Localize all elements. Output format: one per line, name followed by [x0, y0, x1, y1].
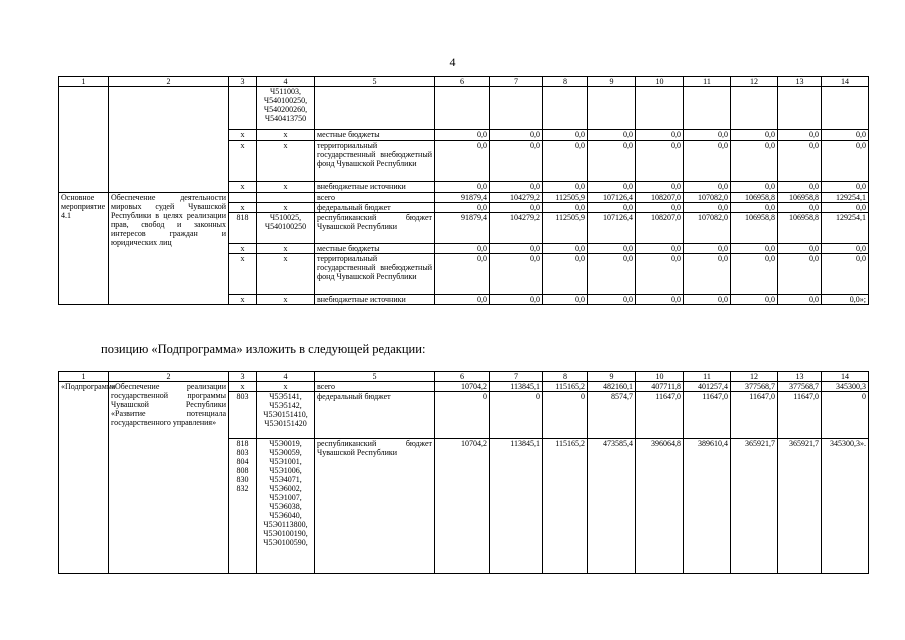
value-cell: 0,0 — [588, 182, 636, 193]
column-number: 8 — [543, 77, 588, 87]
code-cell: Ч5Э5141, Ч5Э5142, Ч5Э0151410, Ч5Э0151420 — [257, 392, 315, 439]
activity-description: Обеспечение деятельности мировых судей Чувашской Республики в целях реализации прав, свобод и законных интересов граждан и юридических лиц — [109, 193, 229, 305]
empty-cell — [109, 87, 229, 193]
column-number: 11 — [684, 77, 731, 87]
value-cell: 0,0 — [435, 203, 490, 213]
value-cell: 0,0 — [636, 203, 684, 213]
column-number: 3 — [229, 372, 257, 382]
empty-cell — [543, 87, 588, 130]
code-cell: Ч5Э0019, Ч5Э0059, Ч5Э1001, Ч5Э1006, Ч5Э4071, Ч5Э6002, Ч5Э1007, Ч5Э6038, Ч5Э6040, Ч5Э0113800, Ч5Э0100190, Ч5Э0100590, — [257, 439, 315, 574]
code-cell: 818 — [229, 213, 257, 244]
value-cell: 345300,3». — [822, 439, 869, 574]
value-cell: 112505,9 — [543, 193, 588, 203]
column-number: 14 — [822, 372, 869, 382]
funding-source: территориальный государственный внебюджетный фонд Чувашской Республики — [315, 141, 435, 182]
value-cell: 129254,1 — [822, 193, 869, 203]
value-cell: 0,0 — [435, 182, 490, 193]
column-number: 3 — [229, 77, 257, 87]
value-cell: 0,0 — [684, 182, 731, 193]
value-cell: 0,0 — [588, 244, 636, 254]
column-number: 4 — [257, 77, 315, 87]
table-row — [59, 87, 869, 130]
value-cell: 0,0 — [684, 203, 731, 213]
value-cell: 0 — [435, 392, 490, 439]
value-cell: 0,0 — [731, 130, 778, 141]
code-cell: x — [257, 141, 315, 182]
value-cell: 365921,7 — [731, 439, 778, 574]
value-cell: 345300,3 — [822, 382, 869, 392]
value-cell: 104279,2 — [490, 213, 543, 244]
table-row — [59, 382, 869, 392]
budget-table-2 — [58, 371, 869, 574]
value-cell: 0,0 — [543, 244, 588, 254]
value-cell: 0 — [822, 392, 869, 439]
empty-cell — [490, 87, 543, 130]
value-cell: 108207,0 — [636, 193, 684, 203]
code-cell: x — [257, 182, 315, 193]
value-cell: 473585,4 — [588, 439, 636, 574]
code-cell: x — [257, 382, 315, 392]
column-number: 5 — [315, 372, 435, 382]
instruction-text: позицию «Подпрограмма» изложить в следующей редакции: — [101, 342, 426, 356]
value-cell: 0,0 — [543, 182, 588, 193]
value-cell: 0,0 — [822, 244, 869, 254]
funding-source: внебюджетные источники — [315, 295, 435, 305]
header-row — [59, 372, 869, 382]
column-number: 6 — [435, 77, 490, 87]
code-cell: x — [257, 244, 315, 254]
funding-source: республиканский бюджет Чувашской Республики — [315, 213, 435, 244]
column-number: 12 — [731, 77, 778, 87]
value-cell: 0,0 — [731, 182, 778, 193]
value-cell: 0,0 — [636, 295, 684, 305]
value-cell: 0,0 — [731, 254, 778, 295]
value-cell: 0,0 — [588, 130, 636, 141]
value-cell: 0,0 — [543, 254, 588, 295]
value-cell: 0,0 — [490, 182, 543, 193]
value-cell: 0,0 — [731, 244, 778, 254]
column-number: 5 — [315, 77, 435, 87]
value-cell: 0,0 — [778, 130, 822, 141]
value-cell: 0,0 — [490, 254, 543, 295]
code-cell: x — [229, 130, 257, 141]
value-cell: 0,0 — [636, 130, 684, 141]
value-cell: 112505,9 — [543, 213, 588, 244]
value-cell: 401257,4 — [684, 382, 731, 392]
value-cell: 0,0 — [588, 295, 636, 305]
value-cell: 115165,2 — [543, 439, 588, 574]
value-cell: 0,0 — [543, 130, 588, 141]
value-cell: 0,0 — [636, 182, 684, 193]
code-cell: Ч511003, Ч540100250, Ч540200260, Ч540413750 — [257, 87, 315, 130]
header-row — [59, 77, 869, 87]
value-cell: 0,0 — [778, 203, 822, 213]
value-cell: 108207,0 — [636, 213, 684, 244]
value-cell: 0,0»; — [822, 295, 869, 305]
code-cell: x — [257, 203, 315, 213]
value-cell: 10704,2 — [435, 382, 490, 392]
value-cell: 106958,8 — [731, 193, 778, 203]
code-cell: x — [257, 295, 315, 305]
code-cell: x — [229, 254, 257, 295]
value-cell: 407711,8 — [636, 382, 684, 392]
code-cell: Ч510025, Ч540100250 — [257, 213, 315, 244]
value-cell: 0,0 — [778, 141, 822, 182]
value-cell: 0,0 — [731, 295, 778, 305]
empty-cell — [636, 87, 684, 130]
value-cell: 10704,2 — [435, 439, 490, 574]
empty-cell — [229, 87, 257, 130]
code-cell: x — [229, 295, 257, 305]
empty-cell — [315, 87, 435, 130]
column-number: 4 — [257, 372, 315, 382]
value-cell: 0,0 — [435, 295, 490, 305]
value-cell: 107126,4 — [588, 193, 636, 203]
empty-cell — [684, 87, 731, 130]
value-cell: 0,0 — [543, 295, 588, 305]
value-cell: 0,0 — [490, 130, 543, 141]
funding-source: местные бюджеты — [315, 130, 435, 141]
budget-table-1 — [58, 76, 869, 305]
funding-source: территориальный государственный внебюджетный фонд Чувашской Республики — [315, 254, 435, 295]
value-cell: 0,0 — [822, 182, 869, 193]
value-cell: 377568,7 — [731, 382, 778, 392]
column-number: 7 — [490, 372, 543, 382]
value-cell: 0 — [543, 392, 588, 439]
value-cell: 0,0 — [684, 244, 731, 254]
value-cell: 0,0 — [822, 254, 869, 295]
column-number: 11 — [684, 372, 731, 382]
value-cell: 0,0 — [490, 203, 543, 213]
value-cell: 11647,0 — [684, 392, 731, 439]
value-cell: 377568,7 — [778, 382, 822, 392]
value-cell: 396064,8 — [636, 439, 684, 574]
page-number: 4 — [449, 55, 456, 69]
code-cell: x — [229, 244, 257, 254]
column-number: 13 — [778, 372, 822, 382]
column-number: 14 — [822, 77, 869, 87]
value-cell: 11647,0 — [731, 392, 778, 439]
value-cell: 0,0 — [778, 254, 822, 295]
value-cell: 11647,0 — [778, 392, 822, 439]
column-number: 1 — [59, 372, 109, 382]
value-cell: 0,0 — [822, 130, 869, 141]
empty-cell — [731, 87, 778, 130]
value-cell: 0,0 — [684, 130, 731, 141]
value-cell: 389610,4 — [684, 439, 731, 574]
value-cell: 0,0 — [822, 141, 869, 182]
empty-cell — [59, 87, 109, 193]
value-cell: 0,0 — [778, 244, 822, 254]
subprogram-label: «Подпрограмма — [59, 382, 109, 574]
value-cell: 106958,8 — [778, 193, 822, 203]
code-cell: x — [229, 203, 257, 213]
subprogram-description: «Обеспечение реализации государственной программы Чувашской Республики «Развитие потенциала государственного управления» — [109, 382, 229, 574]
value-cell: 0 — [490, 392, 543, 439]
value-cell: 0,0 — [588, 254, 636, 295]
value-cell: 129254,1 — [822, 213, 869, 244]
value-cell: 0,0 — [435, 130, 490, 141]
value-cell: 106958,8 — [778, 213, 822, 244]
code-cell: x — [257, 130, 315, 141]
column-number: 12 — [731, 372, 778, 382]
column-number: 6 — [435, 372, 490, 382]
value-cell: 0,0 — [731, 203, 778, 213]
value-cell: 0,0 — [778, 182, 822, 193]
value-cell: 0,0 — [588, 141, 636, 182]
table-row — [59, 193, 869, 203]
value-cell: 115165,2 — [543, 382, 588, 392]
column-number: 10 — [636, 77, 684, 87]
value-cell: 91879,4 — [435, 213, 490, 244]
value-cell: 107082,0 — [684, 213, 731, 244]
code-cell: 818 803 804 808 830 832 — [229, 439, 257, 574]
value-cell: 0,0 — [588, 203, 636, 213]
column-number: 10 — [636, 372, 684, 382]
value-cell: 104279,2 — [490, 193, 543, 203]
value-cell: 11647,0 — [636, 392, 684, 439]
funding-source: всего — [315, 382, 435, 392]
empty-cell — [822, 87, 869, 130]
column-number: 2 — [109, 77, 229, 87]
funding-source: всего — [315, 193, 435, 203]
value-cell: 0,0 — [636, 244, 684, 254]
column-number: 13 — [778, 77, 822, 87]
value-cell: 0,0 — [435, 244, 490, 254]
code-cell — [257, 193, 315, 203]
code-cell: x — [229, 141, 257, 182]
funding-source: федеральный бюджет — [315, 203, 435, 213]
value-cell: 0,0 — [435, 141, 490, 182]
value-cell: 0,0 — [778, 295, 822, 305]
code-cell: 803 — [229, 392, 257, 439]
value-cell: 113845,1 — [490, 382, 543, 392]
column-number: 7 — [490, 77, 543, 87]
value-cell: 482160,1 — [588, 382, 636, 392]
code-cell — [229, 193, 257, 203]
empty-cell — [588, 87, 636, 130]
value-cell: 365921,7 — [778, 439, 822, 574]
value-cell: 106958,8 — [731, 213, 778, 244]
funding-source: внебюджетные источники — [315, 182, 435, 193]
value-cell: 0,0 — [490, 141, 543, 182]
code-cell: x — [229, 182, 257, 193]
code-cell: x — [229, 382, 257, 392]
value-cell: 0,0 — [684, 254, 731, 295]
value-cell: 0,0 — [490, 244, 543, 254]
empty-cell — [435, 87, 490, 130]
value-cell: 0,0 — [684, 295, 731, 305]
column-number: 9 — [588, 372, 636, 382]
column-number: 8 — [543, 372, 588, 382]
column-number: 9 — [588, 77, 636, 87]
funding-source: федеральный бюджет — [315, 392, 435, 439]
value-cell: 0,0 — [731, 141, 778, 182]
code-cell: x — [257, 254, 315, 295]
value-cell: 0,0 — [636, 141, 684, 182]
activity-label: Основное мероприятие 4.1 — [59, 193, 109, 305]
value-cell: 0,0 — [684, 141, 731, 182]
value-cell: 0,0 — [636, 254, 684, 295]
value-cell: 8574,7 — [588, 392, 636, 439]
funding-source: республиканский бюджет Чувашской Республики — [315, 439, 435, 574]
column-number: 2 — [109, 372, 229, 382]
funding-source: местные бюджеты — [315, 244, 435, 254]
value-cell: 107126,4 — [588, 213, 636, 244]
value-cell: 0,0 — [822, 203, 869, 213]
value-cell: 0,0 — [435, 254, 490, 295]
value-cell: 0,0 — [490, 295, 543, 305]
value-cell: 107082,0 — [684, 193, 731, 203]
column-number: 1 — [59, 77, 109, 87]
value-cell: 113845,1 — [490, 439, 543, 574]
empty-cell — [778, 87, 822, 130]
value-cell: 0,0 — [543, 141, 588, 182]
value-cell: 91879,4 — [435, 193, 490, 203]
value-cell: 0,0 — [543, 203, 588, 213]
